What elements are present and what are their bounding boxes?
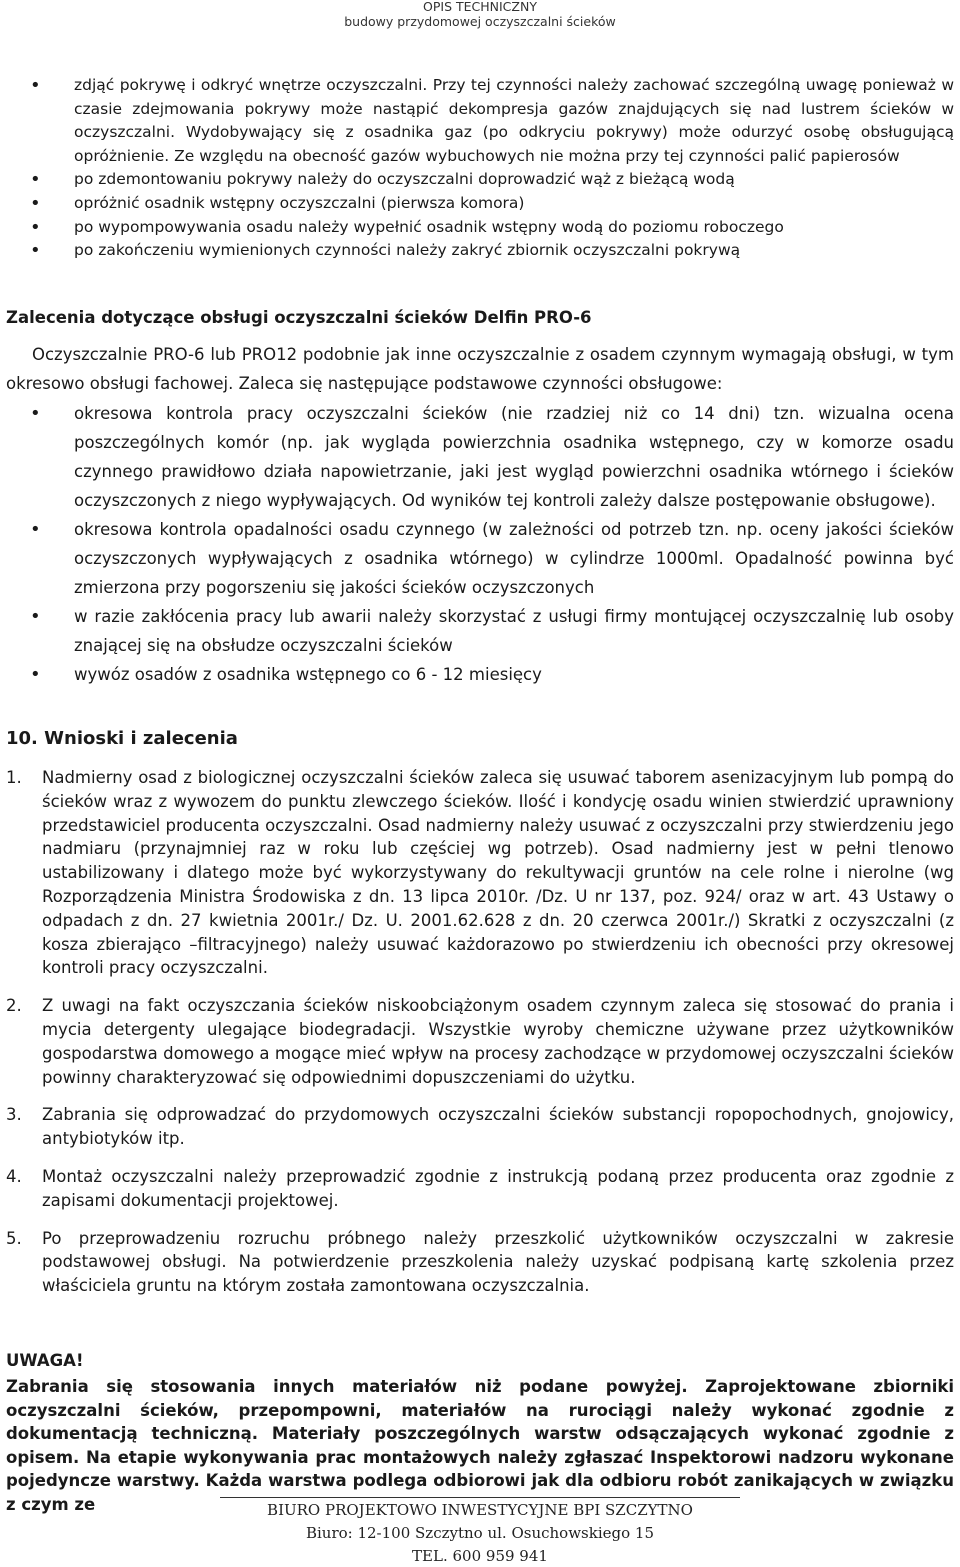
numbered-list [6,766,954,1312]
warning-title: UWAGA! [6,1351,84,1370]
footer-company: BIURO PROJEKTOWO INWESTYCYJNE BPI SZCZYTNO [267,1501,693,1519]
list-item: • wywóz osadów z osadnika wstępnego co 6 - 12 miesięcy [0,660,954,689]
chapter-title: 10. Wnioski i zalecenia [6,728,238,749]
list-item: 1. Nadmierny osad z biologicznej oczyszczalni ścieków zaleca się usuwać taborem asenizacyjnym lub pompą do ścieków wraz z wywozem do punktu zlewczego ścieków. Ilość i kondycję osadu winien stwierdzić uprawniony przedstawiciel producenta oczyszczalni. Osad nadmierny należy usuwać z oczyszczalni przy stwierdzeniu jego nadmiaru (przynajmniej raz w roku lub częściej wg potrzeb). Osad nadmierny jest w pełni tlenowo ustabilizowany i dlatego może być wykorzystywany do rekultywacji gruntów na cele rolne i nierolne (wg Rozporządzenia Ministra Środowiska z dn. 13 lipca 2010r. /Dz. U nr 137, poz. 924/ oraz w art. 43 Ustawy o odpadach z dn. 27 kwietnia 2001r./ Dz. U. 2001.62.628 z dn. 20 czerwca 2001r./) Skratki z oczyszczalni (z kosza zbierająco –filtracyjnego) należy usuwać każdorazowo po stwierdzeniu ich obecności przy okresowej kontroli pracy oczyszczalni. [6,768,954,978]
list-item: • po zdemontowaniu pokrywy należy do oczyszczalni doprowadzić wąż z bieżącą wodą [0,168,954,192]
list-item: • okresowa kontrola opadalności osadu czynnego (w zależności od potrzeb tzn. np. oceny jakości ścieków oczyszczonych wypływających z osadnika wtórnego) w cylindrze 1000ml. Opadalność powinna być zmierzona przy pogorszeniu się jakości ścieków oczyszczonych [0,515,954,602]
list-item: 5. Po przeprowadzeniu rozruchu próbnego należy przeszkolić użytkowników oczyszczalni w zakresie podstawowej obsługi. Na potwierdzenie przeszkolenia należy uzyskać podpisaną kartę szkolenia przez właściciela gruntu na którym została zamontowana oczyszczalnia. [6,1228,954,1296]
list-item: 4. Montaż oczyszczalni należy przeprowadzić zgodnie z instrukcją podaną przez producenta oraz zgodnie z zapisami dokumentacji projektowej. [6,1166,954,1210]
footer-divider [220,1497,740,1498]
list-item: 3. Zabrania się odprowadzać do przydomowych oczyszczalni ścieków substancji ropopochodnych, gnojowicy, antybiotyków itp. [6,1105,954,1149]
list-item: • w razie zakłócenia pracy lub awarii należy skorzystać z usługi firmy montującej oczyszczalnię lub osoby znającej się na obsłudze oczyszczalni ścieków [0,602,954,660]
section-title: Zalecenia dotyczące obsługi oczyszczalni ścieków Delfin PRO-6 [6,308,592,327]
footer-phone: TEL. 600 959 941 [412,1547,548,1565]
section-intro: Oczyszczalnie PRO-6 lub PRO12 podobnie jak inne oczyszczalnie z osadem czynnym wymagają obsługi, w tym okresowo obsługi fachowej. Zaleca się następujące podstawowe czynności obsługowe: [6,345,954,393]
header-subtitle: budowy przydomowej oczyszczalni ścieków [344,14,616,29]
list-item: 2. Z uwagi na fakt oczyszczania ścieków niskoobciążonym osadem czynnym zaleca się stosować do prania i mycia detergenty ulegające biodegradacji. Wszystkie wyroby chemiczne używane przez użytkowników gospodarstwa domowego a mogące mieć wpływ na procesy zachodzące w przydomowej oczyszczalni ścieków powinny charakteryzować się odpowiednimi dopuszczeniami do użytku. [6,996,954,1087]
list-item: • po zakończeniu wymienionych czynności należy zakryć zbiornik oczyszczalni pokrywą [0,239,954,263]
list-item: • okresowa kontrola pracy oczyszczalni ścieków (nie rzadziej niż co 14 dni) tzn. wizualna ocena poszczególnych komór (np. jak wygląda powierzchnia osadnika wstępnego, czy w komorze osadu czynnego prawidłowo działa napowietrzanie, jaki jest wygląd powierzchni osadnika wtórnego i ścieków oczyszczonych z niego wypływających. Od wyników tej kontroli zależy dalsze postępowanie obsługowe). [0,399,954,515]
list-item: • opróżnić osadnik wstępny oczyszczalni (pierwsza komora) [0,192,954,216]
top-bullet-list [6,74,954,263]
list-item: • zdjąć pokrywę i odkryć wnętrze oczyszczalni. Przy tej czynności należy zachować szczególną uwagę ponieważ w czasie zdejmowania pokrywy może nastąpić dekompresja gazów znajdujących się nad lustrem ścieków w oczyszczalni. Wydobywający się z osadnika gaz (po odkryciu pokrywy) może odurzyć osobę obsługującą opróżnienie. Ze względu na obecność gazów wybuchowych nie można przy tej czynności palić papierosów [0,74,954,168]
list-item: • po wypompowywania osadu należy wypełnić osadnik wstępny wodą do poziomu roboczego [0,216,954,240]
section-bullet-list [6,399,954,689]
footer-address: Biuro: 12-100 Szczytno ul. Osuchowskiego 15 [305,1524,655,1542]
header-title: OPIS TECHNICZNY [423,0,537,14]
warning-text: Zabrania się stosowania innych materiałów niż podane powyżej. Zaprojektowane zbiorniki oczyszczalni ścieków, przepompowni, materiałów na rurociągi należy wykonać zgodnie z dokumentacją techniczną. Materiały poszczególnych warstw odsączających wykonać zgodnie z opisem. Na etapie wykonywania prac montażowych należy zgłaszać Inspektorowi nadzoru wykonane pojedyncze warstwy. Każda warstwa podlega odbiorowi jak dla odbioru robót zanikających w związku z czym ze [6,1377,954,1514]
